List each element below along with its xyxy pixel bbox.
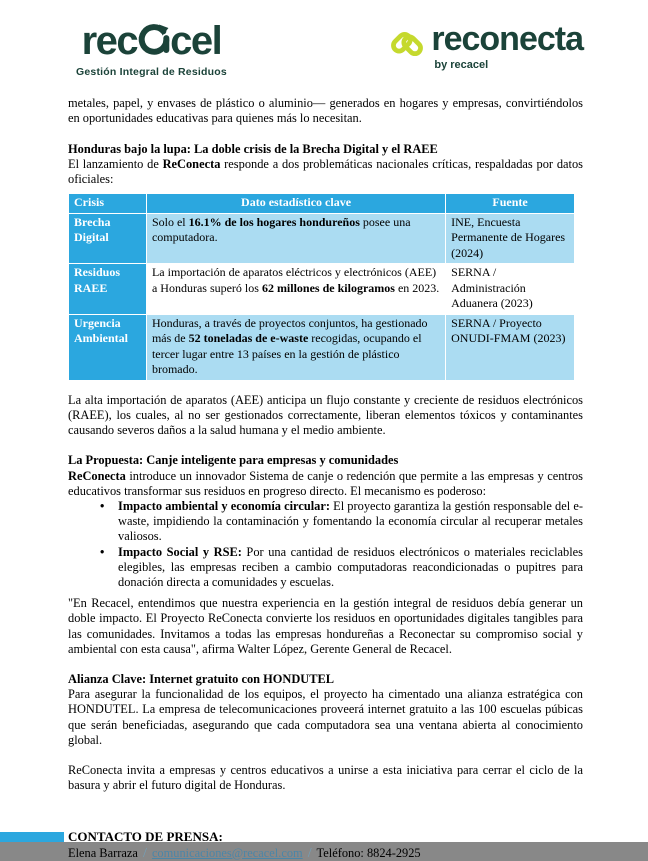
reconecta-introduce-paragraph: ReConecta introduce un innovador Sistema de canje o redención que permite a las empresas y centros educativos transformar sus residuos en progreso directo. El mecanismo es poderoso: <box>68 468 583 498</box>
column-header-fuente: Fuente <box>446 194 575 214</box>
row-dato-urgencia-ambiental: Honduras, a través de proyectos conjuntos, ha gestionado más de 52 toneladas de e-waste recogidas, ocupando el tercer lugar entre 13 países en la gestión de plástico bromado. <box>146 314 445 380</box>
reconecta-logo <box>388 22 583 73</box>
cierre-paragraph: ReConecta invita a empresas y centros educativos a unirse a esta iniciativa para cerrar el ciclo de la basura y abrir el futuro digital de Honduras. <box>68 762 583 793</box>
reconecta-wordmark: reconecta <box>431 20 583 58</box>
table-header-row <box>69 194 575 214</box>
row-dato-residuos-raee: La importación de aparatos eléctricos y electrónicos (AEE) a Honduras superó los 62 millones de kilogramos en 2023. <box>146 264 445 315</box>
table-row <box>69 213 575 264</box>
separator-slash: / <box>142 845 147 861</box>
press-contact-section <box>68 829 583 860</box>
column-header-dato: Dato estadístico clave <box>146 194 445 214</box>
recacel-wordmark <box>82 18 222 63</box>
contact-heading: CONTACTO DE PRENSA: <box>68 829 223 845</box>
row-label-urgencia-ambiental: Urgencia Ambiental <box>69 314 147 380</box>
separator-slash: / <box>307 845 312 861</box>
reconecta-byline: by recacel <box>434 59 489 71</box>
contact-name: Elena Barraza <box>68 845 138 860</box>
row-fuente-residuos-raee: SERNA / Administración Aduanera (2023) <box>446 264 575 315</box>
recacel-logo <box>76 18 227 80</box>
benefits-list <box>68 499 583 590</box>
statistics-table <box>68 193 575 381</box>
bullet-text-impacto-social: Impacto Social y RSE: Por una cantidad de residuos electrónicos o materiales reciclables elegibles, las empresas reciben a cambio computadoras reacondicionadas o pupitres para donación directa a comunidades y escuelas. <box>118 544 583 589</box>
bullet-icon: • <box>100 498 105 513</box>
logo-header <box>76 18 583 80</box>
footer-accent-bar <box>0 832 64 842</box>
column-header-crisis: Crisis <box>69 194 147 214</box>
contact-phone: Teléfono: 8824-2925 <box>316 845 421 860</box>
row-label-residuos-raee: Residuos RAEE <box>69 264 147 315</box>
recacel-wordmark-post: cel <box>170 18 222 63</box>
recycle-arrows-icon <box>137 18 170 63</box>
row-fuente-urgencia-ambiental: SERNA / Proyecto ONUDI-FMAM (2023) <box>446 314 575 380</box>
list-item <box>68 499 583 545</box>
section-heading-honduras: Honduras bajo la lupa: La doble crisis de la Brecha Digital y el RAEE <box>68 141 438 156</box>
bullet-text-impacto-ambiental: Impacto ambiental y economía circular: El proyecto garantiza la gestión responsable del e-waste, impidiendo la contaminación y fomentando la economía circular al recuperar metales valiosos. <box>118 498 583 544</box>
row-fuente-brecha-digital: INE, Encuesta Permanente de Hogares (2024) <box>446 213 575 264</box>
section-heading-alianza: Alianza Clave: Internet gratuito con HONDUTEL <box>68 671 335 686</box>
row-label-brecha-digital: Brecha Digital <box>69 213 147 264</box>
table-row <box>69 314 575 380</box>
recacel-tagline: Gestión Integral de Residuos <box>76 66 227 78</box>
section-heading-propuesta: La Propuesta: Canje inteligente para empresas y comunidades <box>68 453 399 468</box>
contact-line <box>68 846 583 861</box>
chain-link-heart-icon <box>388 22 431 67</box>
list-item <box>68 545 583 591</box>
alta-importacion-paragraph: La alta importación de aparatos (AEE) anticipa un flujo constante y creciente de residuos electrónicos (RAEE), los cuales, al no ser gestionados correctamente, liberan elementos tóxicos y contaminantes causando severos daños a la salud humana y el medio ambiente. <box>68 392 583 438</box>
contact-email-link[interactable]: comunicaciones@recacel.com <box>151 845 303 860</box>
quote-paragraph: "En Recacel, entendimos que nuestra experiencia en la gestión integral de residuos debía generar un doble impacto. El Proyecto ReConecta convierte los residuos en oportunidades digitales tangibles para las comunidades. Invitamos a todas las empresas hondureñas a Reconectar su compromiso social y ambiental con esta causa", afirma Walter López, Gerente General de Recacel. <box>68 596 583 656</box>
alianza-paragraph: Para asegurar la funcionalidad de los equipos, el proyecto ha cimentado una alianza estratégica con HONDUTEL. La empresa de telecomunicaciones proveerá internet gratuito a las 100 escuelas púbicas que serán beneficiadas, asegurando que cada computadora sea una ventana abierta al conocimiento global. <box>68 687 583 747</box>
bullet-icon: • <box>100 544 105 559</box>
recacel-wordmark-pre: rec <box>81 18 138 63</box>
row-dato-brecha-digital: Solo el 16.1% de los hogares hondureños posee una computadora. <box>146 213 445 264</box>
table-row <box>69 264 575 315</box>
intro-paragraph: metales, papel, y envases de plástico o aluminio— generados en hogares y empresas, convirtiéndolos en oportunidades educativas para quienes más lo necesitan. <box>68 96 583 126</box>
lanzamiento-paragraph: El lanzamiento de ReConecta responde a dos problemáticas nacionales críticas, respaldadas por datos oficiales: <box>68 156 583 187</box>
